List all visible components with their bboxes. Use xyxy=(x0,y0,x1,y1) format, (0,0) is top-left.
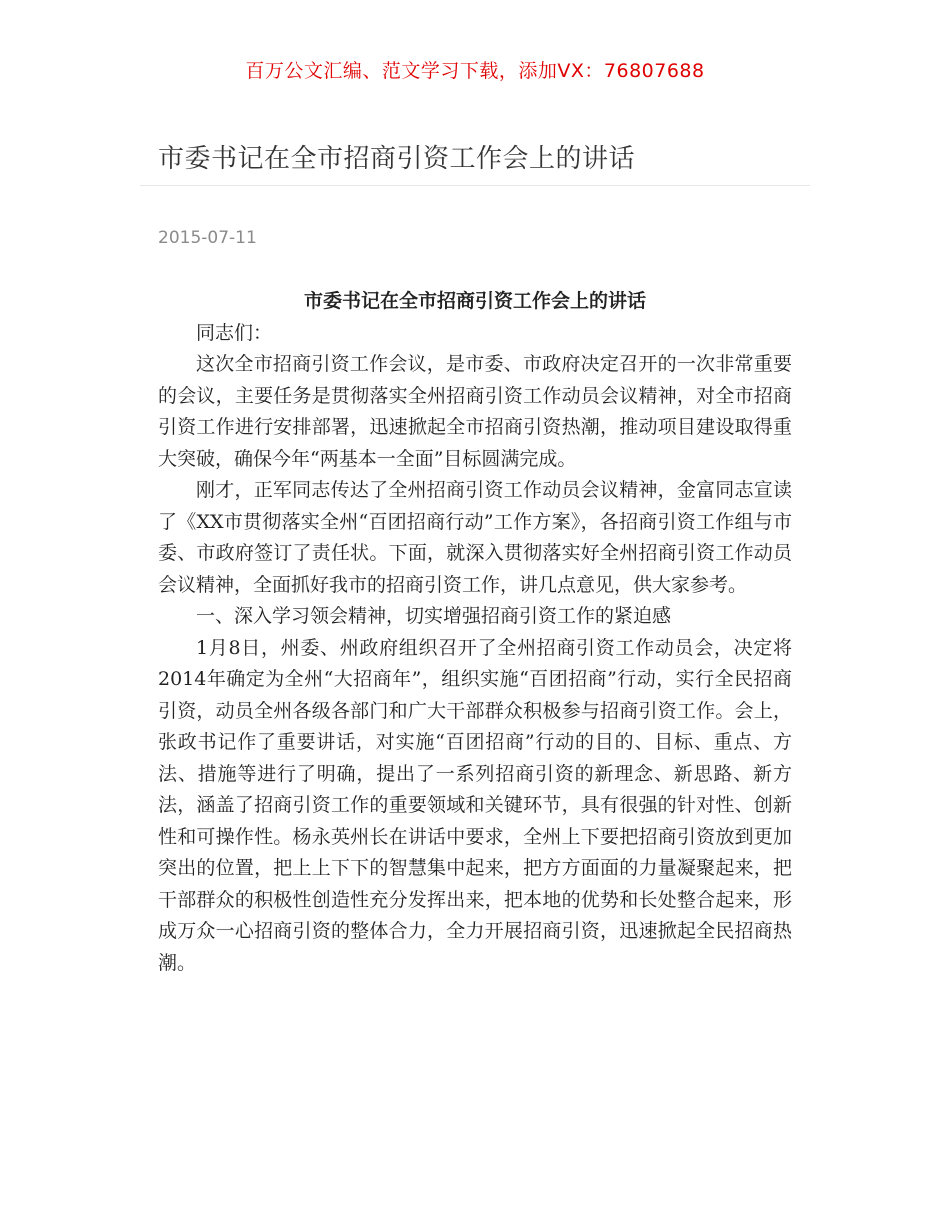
title-divider xyxy=(140,185,810,186)
section-heading: 一、深入学习领会精神，切实增强招商引资工作的紧迫感 xyxy=(196,605,672,627)
publish-date: 2015-07-11 xyxy=(158,228,257,248)
page-title: 市委书记在全市招商引资工作会上的讲话 xyxy=(158,144,636,174)
paragraph: 1月8日，州委、州政府组织召开了全州招商引资工作动员会，决定将2014年确定为全州“大招商年”，组织实施“百团招商”行动，实行全民招商引资，动员全州各级各部门和广大干部群众积极参与招商引资工作。会上，张政书记作了重要讲话，对实施“百团招商”行动的目的、目标、重点、方法、措施等进行了明确，提出了一系列招商引资的新理念、新思路、新方法，涵盖了招商引资工作的重要领域和关键环节，具有很强的针对性、创新性和可操作性。杨永英州长在讲话中要求，全州上下要把招商引资放到更加突出的位置，把上上下下的智慧集中起来，把方方面面的力量凝聚起来，把干部群众的积极性创造性充分发挥出来，把本地的优势和长处整合起来，形成万众一心招商引资的整体合力，全力开展招商引资，迅速掀起全民招商热潮。 xyxy=(158,636,792,974)
article-body xyxy=(158,286,792,979)
promo-banner: 百万公文汇编、范文学习下载，添加VX：76807688 xyxy=(245,60,705,82)
paragraph: 刚才，正军同志传达了全州招商引资工作动员会议精神，金富同志宣读了《XX市贯彻落实全州“百团招商行动”工作方案》，各招商引资工作组与市委、市政府签订了责任状。下面，就深入贯彻落实好全州招商引资工作动员会议精神，全面抓好我市的招商引资工作，讲几点意见，供大家参考。 xyxy=(158,479,792,596)
salutation: 同志们： xyxy=(196,321,273,344)
article-heading: 市委书记在全市招商引资工作会上的讲话 xyxy=(303,290,646,312)
paragraph: 这次全市招商引资工作会议，是市委、市政府决定召开的一次非常重要的会议，主要任务是贯彻落实全州招商引资工作动员会议精神，对全市招商引资工作进行安排部署，迅速掀起全市招商引资热潮，推动项目建设取得重大突破，确保今年“两基本一全面”目标圆满完成。 xyxy=(158,353,792,470)
